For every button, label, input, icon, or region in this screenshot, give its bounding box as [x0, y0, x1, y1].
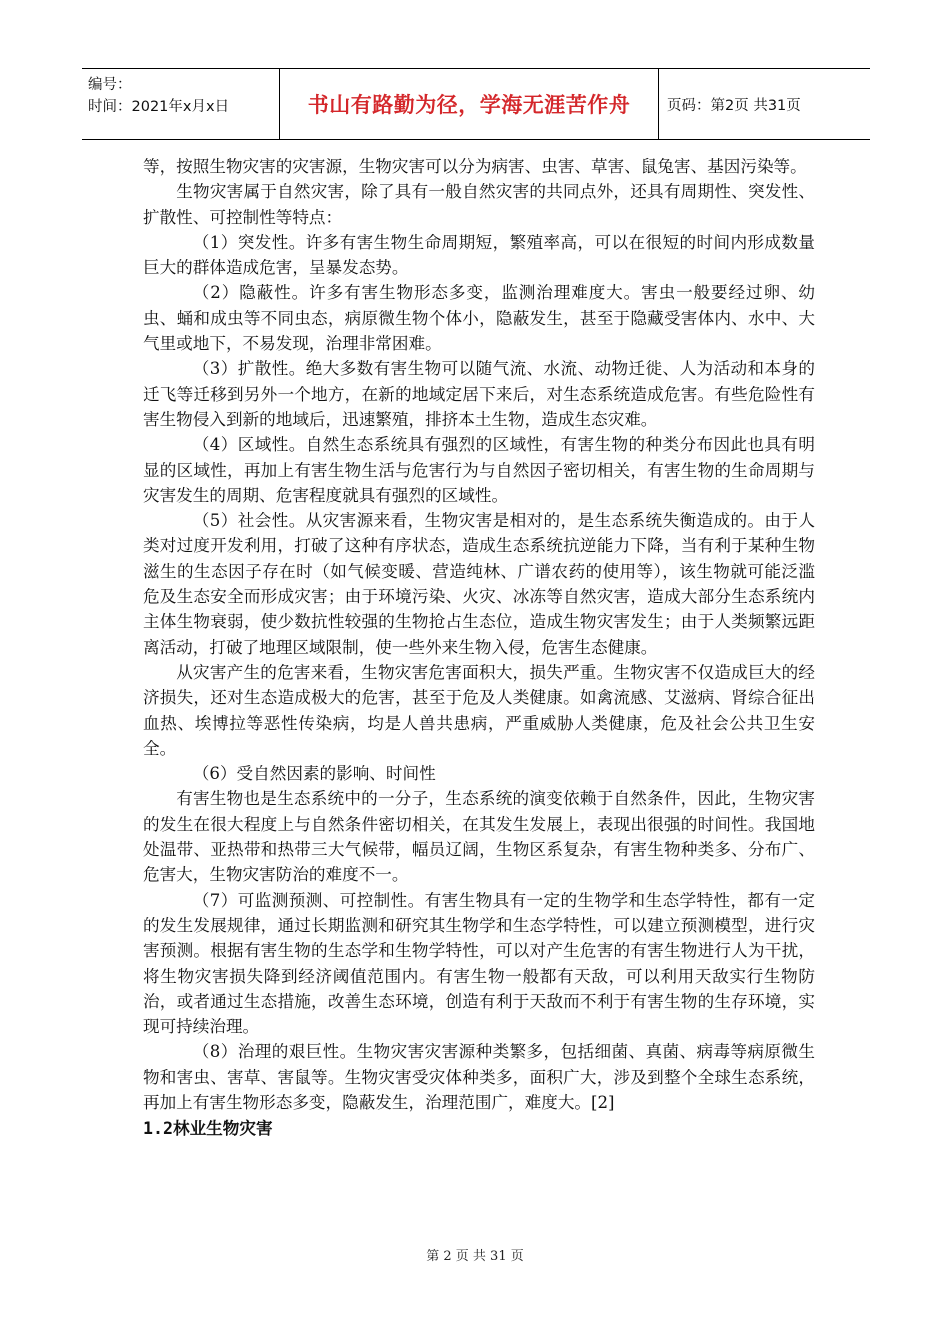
paragraph: （3）扩散性。绝大多数有害生物可以随气流、水流、动物迁徙、人为活动和本身的迁飞等迁移到另外一个地方，在新的地域定居下来后，对生态系统造成危害。有些危险性有害生物侵入到新的地域后，迅速繁殖，排挤本土生物，造成生态灾难。 — [143, 359, 815, 429]
header-meta — [82, 69, 280, 139]
page-header — [82, 68, 870, 140]
paragraph: 从灾害产生的危害来看，生物灾害危害面积大，损失严重。生物灾害不仅造成巨大的经济损失，还对生态造成极大的危害，甚至于危及人类健康。如禽流感、艾滋病、肾综合征出血热、埃博拉等恶性传染病，均是人兽共患病，严重威胁人类健康，危及社会公共卫生安全。 — [143, 662, 815, 758]
header-motto: 书山有路勤为径，学海无涯苦作舟 — [280, 69, 659, 139]
page-footer: 第 2 页 共 31 页 — [426, 1249, 524, 1264]
paragraph: 生物灾害属于自然灾害，除了具有一般自然灾害的共同点外，还具有周期性、突发性、扩散性、可控制性等特点： — [143, 182, 815, 227]
document-body — [143, 154, 815, 1143]
paragraph: （8）治理的艰巨性。生物灾害灾害源种类繁多，包括细菌、真菌、病毒等病原微生物和害虫、害草、害鼠等。生物灾害受灾体种类多，面积广大，涉及到整个全球生态系统，再加上有害生物形态多变，隐蔽发生，治理范围广，难度大。[2] — [143, 1042, 815, 1112]
paragraph: （7）可监测预测、可控制性。有害生物具有一定的生物学和生态学特性，都有一定的发生发展规律，通过长期监测和研究其生物学和生态学特性，可以建立预测模型，进行灾害预测。根据有害生物的生态学和生物学特性，可以对产生危害的有害生物进行人为干扰，将生物灾害损失降到经济阈值范围内。有害生物一般都有天敌，可以利用天敌实行生物防治，或者通过生态措施，改善生态环境，创造有利于天敌而不利于有害生物的生存环境，实现可持续治理。 — [143, 890, 815, 1037]
paragraph: （1）突发性。许多有害生物生命周期短，繁殖率高，可以在很短的时间内形成数量巨大的群体造成危害，呈暴发态势。 — [143, 232, 815, 278]
paragraph: （4）区域性。自然生态系统具有强烈的区域性，有害生物的种类分布因此也具有明显的区域性，再加上有害生物生活与危害行为与自然因子密切相关，有害生物的生命周期与灾害发生的周期、危害程度就具有强烈的区域性。 — [143, 435, 815, 505]
paragraph: （5）社会性。从灾害源来看，生物灾害是相对的，是生态系统失衡造成的。由于人类对过度开发利用，打破了这种有序状态，造成生态系统抗逆能力下降，当有利于某种生物滋生的生态因子存在时（如气候变暖、营造纯林、广谱农药的使用等），该生物就可能泛滥危及生态安全而形成灾害；由于环境污染、火灾、冰冻等自然灾害，造成大部分生态系统内主体生物衰弱，使少数抗性较强的生物抢占生态位，造成生物灾害发生；由于人类频繁远距离活动，打破了地理区域限制，使一些外来生物入侵，危害生态健康。 — [143, 511, 815, 657]
doc-code-label: 编号： — [88, 77, 132, 93]
paragraph: 有害生物也是生态系统中的一分子，生态系统的演变依赖于自然条件，因此，生物灾害的发生在很大程度上与自然条件密切相关，在其发生发展上，表现出很强的时间性。我国地处温带、亚热带和热带三大气候带，幅员辽阔，生物区系复杂，有害生物种类多、分布广、危害大，生物灾害防治的难度不一。 — [143, 789, 815, 885]
paragraph: 等，按照生物灾害的灾害源，生物灾害可以分为病害、虫害、草害、鼠兔害、基因污染等。 — [143, 157, 807, 176]
header-page-info: 页码：第2页 共31页 — [667, 97, 801, 114]
paragraph: （6）受自然因素的影响、时间性 — [192, 764, 436, 784]
paragraph: （2）隐蔽性。许多有害生物形态多变，监测治理难度大。害虫一般要经过卵、幼虫、蛹和成虫等不同虫态，病原微生物个体小，隐蔽发生，甚至于隐藏受害体内、水中、大气里或地下，不易发现，治理非常困难。 — [143, 283, 815, 354]
section-heading: 1.2林业生物灾害 — [143, 1119, 273, 1139]
doc-time-label: 时间：2021年x月x日 — [88, 99, 230, 115]
